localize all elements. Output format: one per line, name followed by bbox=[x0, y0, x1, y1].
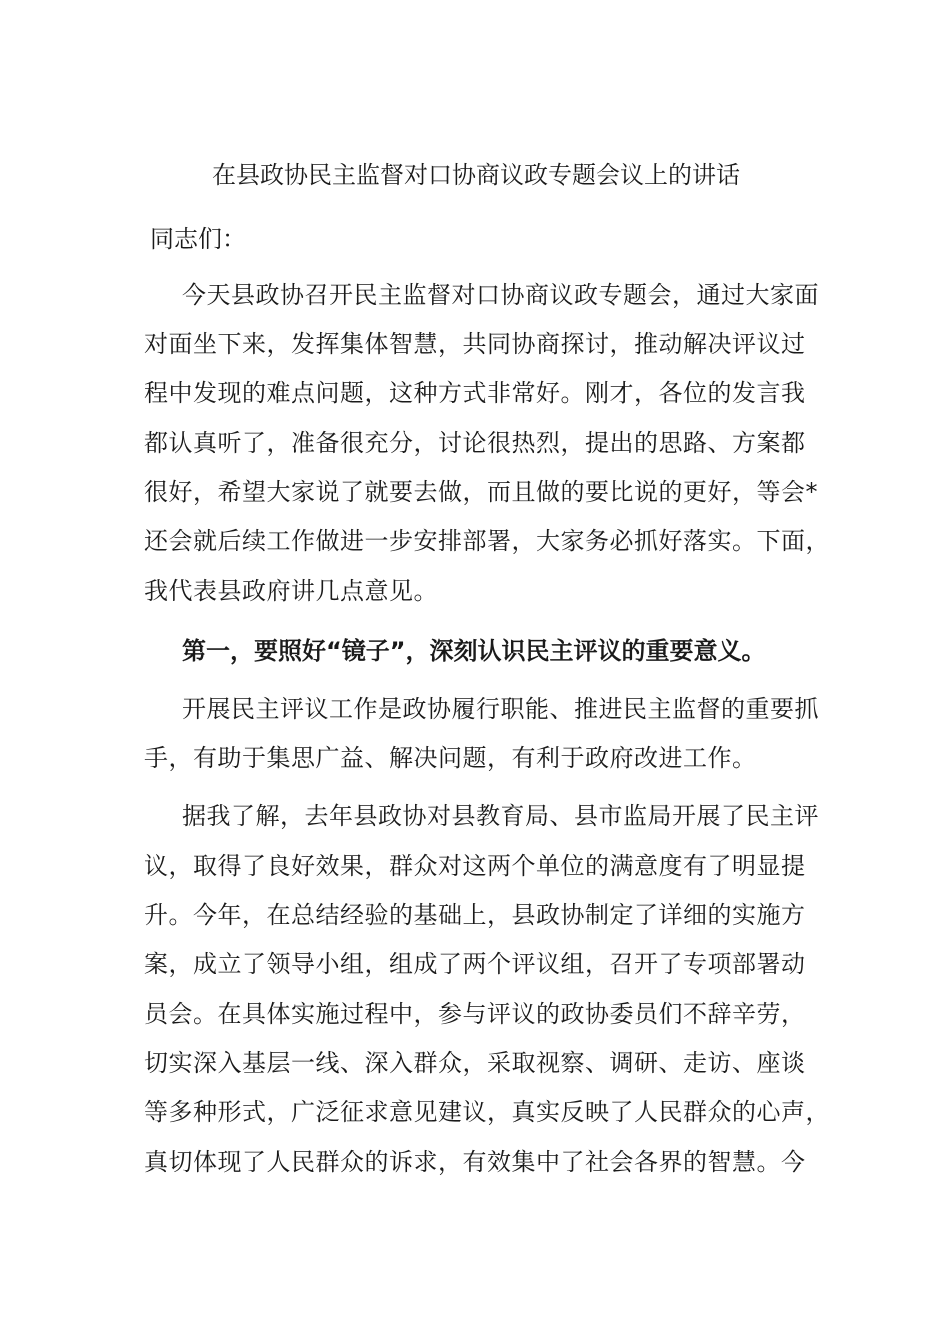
document-title: 在县政协民主监督对口协商议政专题会议上的讲话 bbox=[212, 161, 740, 189]
paragraph-line: 对面坐下来，发挥集体智慧，共同协商探讨，推动解决评议过 bbox=[144, 330, 806, 358]
paragraph-line: 升。今年，在总结经验的基础上，县政协制定了详细的实施方 bbox=[144, 901, 806, 929]
paragraph-line: 议，取得了良好效果，群众对这两个单位的满意度有了明显提 bbox=[144, 852, 806, 880]
paragraph-line: 我代表县政府讲几点意见。 bbox=[144, 577, 438, 605]
paragraph-line: 员会。在具体实施过程中，参与评议的政协委员们不辞辛劳， bbox=[144, 1000, 806, 1028]
paragraph-line: 很好，希望大家说了就要去做，而且做的要比说的更好，等会* bbox=[144, 478, 818, 506]
paragraph-line: 开展民主评议工作是政协履行职能、推进民主监督的重要抓 bbox=[182, 695, 819, 723]
paragraph-line: 还会就后续工作做进一步安排部署，大家务必抓好落实。下面， bbox=[144, 527, 830, 555]
paragraph-line: 程中发现的难点问题，这种方式非常好。刚才，各位的发言我 bbox=[144, 379, 806, 407]
paragraph-line: 据我了解，去年县政协对县教育局、县市监局开展了民主评 bbox=[182, 802, 819, 830]
paragraph-line: 真切体现了人民群众的诉求，有效集中了社会各界的智慧。今 bbox=[144, 1148, 806, 1176]
paragraph-line: 切实深入基层一线、深入群众，采取视察、调研、走访、座谈 bbox=[144, 1049, 806, 1077]
section-heading: 第一，要照好“镜子”，深刻认识民主评议的重要意义。 bbox=[182, 637, 766, 665]
paragraph-line: 等多种形式，广泛征求意见建议，真实反映了人民群众的心声， bbox=[144, 1098, 830, 1126]
paragraph-line: 手，有助于集思广益、解决问题，有利于政府改进工作。 bbox=[144, 744, 757, 772]
paragraph-line: 都认真听了，准备很充分，讨论很热烈，提出的思路、方案都 bbox=[144, 429, 806, 457]
paragraph-line: 案，成立了领导小组，组成了两个评议组，召开了专项部署动 bbox=[144, 950, 806, 978]
paragraph-line: 今天县政协召开民主监督对口协商议政专题会，通过大家面 bbox=[182, 281, 819, 309]
salutation: 同志们： bbox=[150, 225, 246, 253]
